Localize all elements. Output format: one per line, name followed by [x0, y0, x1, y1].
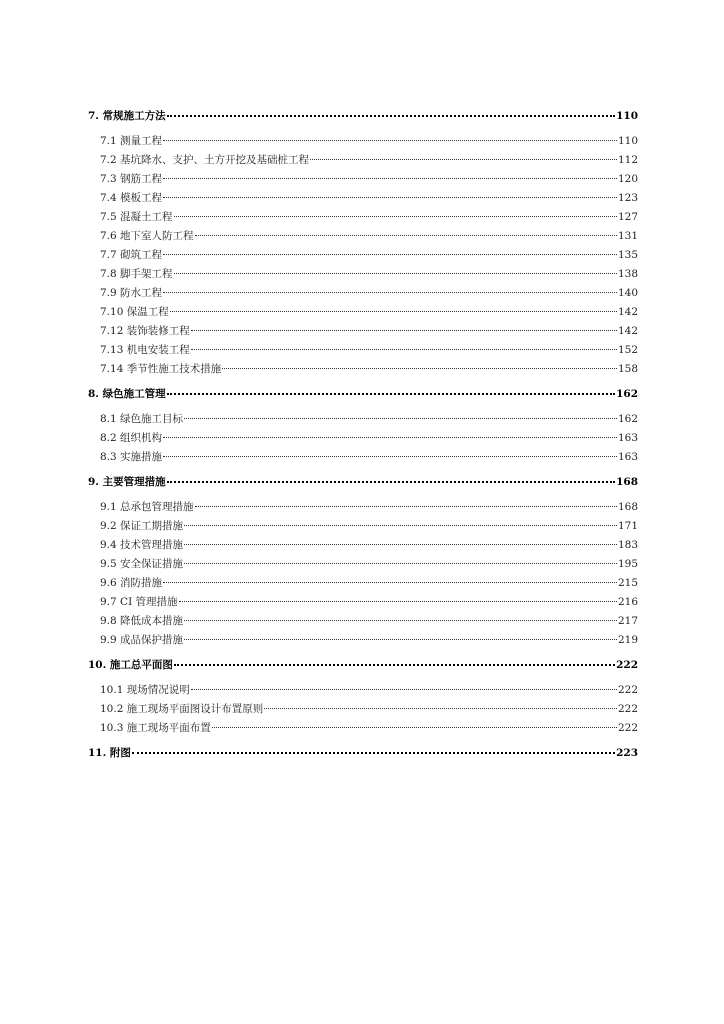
toc-section-title: 9.1 总承包管理措施 — [100, 501, 194, 513]
toc-page-number: 138 — [617, 268, 638, 280]
toc-section-title: 7.4 模板工程 — [100, 192, 163, 204]
toc-section-entry[interactable] — [88, 517, 638, 536]
toc-page-number: 123 — [617, 192, 638, 204]
dot-leader — [191, 343, 617, 354]
dot-leader — [170, 305, 617, 316]
toc-page-number: 135 — [617, 249, 638, 261]
dot-leader — [195, 500, 617, 511]
toc-section-entry[interactable] — [88, 448, 638, 467]
toc-page-number: 162 — [616, 388, 638, 400]
dot-leader — [163, 172, 617, 183]
toc-section-title: 9.9 成品保护措施 — [100, 634, 184, 646]
toc-page-number: 183 — [617, 539, 638, 551]
toc-group-chapter-8 — [88, 385, 638, 467]
toc-section-entry[interactable] — [88, 681, 638, 700]
toc-section-entry[interactable] — [88, 284, 638, 303]
toc-page-number: 222 — [617, 703, 638, 715]
dot-leader — [184, 614, 617, 625]
toc-page-number: 152 — [617, 344, 638, 356]
dot-leader — [191, 683, 617, 694]
toc-chapter-title: 10. 施工总平面图 — [88, 659, 173, 671]
dot-leader — [184, 557, 617, 568]
dot-leader — [174, 658, 615, 669]
toc-page-number: 158 — [617, 363, 638, 375]
dot-leader — [163, 134, 617, 145]
toc-chapter-entry[interactable] — [88, 385, 638, 404]
toc-section-title: 7.1 测量工程 — [100, 135, 163, 147]
toc-section-title: 8.3 实施措施 — [100, 451, 163, 463]
toc-section-entry[interactable] — [88, 170, 638, 189]
dot-leader — [195, 229, 617, 240]
dot-leader — [163, 286, 617, 297]
toc-page-number: 217 — [617, 615, 638, 627]
toc-page-number: 195 — [617, 558, 638, 570]
toc-page-number: 216 — [617, 596, 638, 608]
toc-page-number: 142 — [617, 325, 638, 337]
toc-section-title: 8.1 绿色施工目标 — [100, 413, 184, 425]
toc-section-title: 7.7 砌筑工程 — [100, 249, 163, 261]
toc-page-number: 140 — [617, 287, 638, 299]
toc-section-entry[interactable] — [88, 189, 638, 208]
toc-section-title: 9.4 技术管理措施 — [100, 539, 184, 551]
toc-section-title: 7.6 地下室人防工程 — [100, 230, 194, 242]
toc-chapter-title: 7. 常规施工方法 — [88, 110, 166, 122]
dot-leader — [184, 633, 617, 644]
dot-leader — [167, 109, 615, 120]
dot-leader — [184, 538, 617, 549]
dot-leader — [163, 576, 617, 587]
toc-section-entry[interactable] — [88, 429, 638, 448]
toc-section-entry[interactable] — [88, 498, 638, 517]
toc-section-title: 9.7 CI 管理措施 — [100, 596, 178, 608]
dot-leader — [310, 153, 617, 164]
toc-page-number: 142 — [617, 306, 638, 318]
toc-section-entry[interactable] — [88, 612, 638, 631]
toc-section-entry[interactable] — [88, 719, 638, 738]
dot-leader — [184, 519, 617, 530]
toc-section-title: 7.3 钢筋工程 — [100, 173, 163, 185]
dot-leader — [264, 702, 617, 713]
toc-group-chapter-10 — [88, 656, 638, 738]
toc-section-entry[interactable] — [88, 265, 638, 284]
toc-group-chapter-9 — [88, 473, 638, 650]
toc-section-title: 10.2 施工现场平面图设计布置原则 — [100, 703, 264, 715]
toc-chapter-entry[interactable] — [88, 744, 638, 763]
toc-page-number: 163 — [617, 432, 638, 444]
toc-section-title: 10.3 施工现场平面布置 — [100, 722, 211, 734]
dot-leader — [174, 267, 617, 278]
toc-section-title: 7.2 基坑降水、支护、土方开挖及基础桩工程 — [100, 154, 310, 166]
toc-page-number: 110 — [617, 135, 638, 147]
toc-page-number: 222 — [617, 684, 638, 696]
toc-section-title: 10.1 现场情况说明 — [100, 684, 190, 696]
toc-section-entry[interactable] — [88, 132, 638, 151]
toc-page-number: 168 — [616, 476, 638, 488]
toc-page-number: 222 — [616, 659, 638, 671]
toc-section-entry[interactable] — [88, 555, 638, 574]
toc-section-entry[interactable] — [88, 593, 638, 612]
toc-chapter-entry[interactable] — [88, 656, 638, 675]
dot-leader — [167, 387, 615, 398]
toc-section-title: 7.10 保温工程 — [100, 306, 169, 318]
toc-section-entry[interactable] — [88, 322, 638, 341]
toc-group-chapter-7 — [88, 107, 638, 379]
toc-page-number: 127 — [617, 211, 638, 223]
toc-section-entry[interactable] — [88, 227, 638, 246]
toc-section-entry[interactable] — [88, 341, 638, 360]
toc-page-number: 171 — [617, 520, 638, 532]
dot-leader — [174, 210, 617, 221]
dot-leader — [212, 721, 617, 732]
toc-section-title: 8.2 组织机构 — [100, 432, 163, 444]
toc-page-number: 222 — [617, 722, 638, 734]
dot-leader — [163, 450, 617, 461]
toc-section-entry[interactable] — [88, 631, 638, 650]
dot-leader — [132, 746, 615, 757]
toc-section-entry[interactable] — [88, 151, 638, 170]
toc-page-number: 163 — [617, 451, 638, 463]
dot-leader — [163, 248, 617, 259]
toc-section-title: 7.8 脚手架工程 — [100, 268, 173, 280]
toc-section-title: 9.5 安全保证措施 — [100, 558, 184, 570]
toc-page-number: 215 — [617, 577, 638, 589]
dot-leader — [167, 475, 615, 486]
toc-chapter-title: 11. 附图 — [88, 747, 131, 759]
toc-page-number: 120 — [617, 173, 638, 185]
toc-group-chapter-11 — [88, 744, 638, 763]
toc-section-title: 9.2 保证工期措施 — [100, 520, 184, 532]
toc-page-number: 223 — [616, 747, 638, 759]
dot-leader — [179, 595, 617, 606]
toc-section-entry[interactable] — [88, 536, 638, 555]
toc-chapter-entry[interactable] — [88, 473, 638, 492]
toc-section-title: 7.9 防水工程 — [100, 287, 163, 299]
toc-section-title: 7.5 混凝土工程 — [100, 211, 173, 223]
dot-leader — [163, 191, 617, 202]
toc-page-number: 112 — [617, 154, 638, 166]
toc-section-entry[interactable] — [88, 303, 638, 322]
dot-leader — [222, 362, 617, 373]
toc-section-title: 7.14 季节性施工技术措施 — [100, 363, 222, 375]
toc-page-number: 110 — [616, 110, 638, 122]
toc-chapter-title: 9. 主要管理措施 — [88, 476, 166, 488]
toc-section-title: 7.13 机电安装工程 — [100, 344, 190, 356]
toc-section-title: 9.6 消防措施 — [100, 577, 163, 589]
toc-chapter-entry[interactable] — [88, 107, 638, 126]
toc-section-title: 9.8 降低成本措施 — [100, 615, 184, 627]
dot-leader — [163, 431, 617, 442]
table-of-contents — [88, 107, 638, 769]
toc-chapter-title: 8. 绿色施工管理 — [88, 388, 166, 400]
toc-section-entry[interactable] — [88, 410, 638, 429]
toc-section-entry[interactable] — [88, 700, 638, 719]
toc-section-entry[interactable] — [88, 574, 638, 593]
toc-page-number: 131 — [617, 230, 638, 242]
toc-section-entry[interactable] — [88, 360, 638, 379]
dot-leader — [184, 412, 617, 423]
toc-section-entry[interactable] — [88, 246, 638, 265]
toc-page-number: 162 — [617, 413, 638, 425]
toc-section-entry[interactable] — [88, 208, 638, 227]
toc-page-number: 219 — [617, 634, 638, 646]
toc-page-number: 168 — [617, 501, 638, 513]
dot-leader — [191, 324, 617, 335]
toc-section-title: 7.12 装饰装修工程 — [100, 325, 190, 337]
